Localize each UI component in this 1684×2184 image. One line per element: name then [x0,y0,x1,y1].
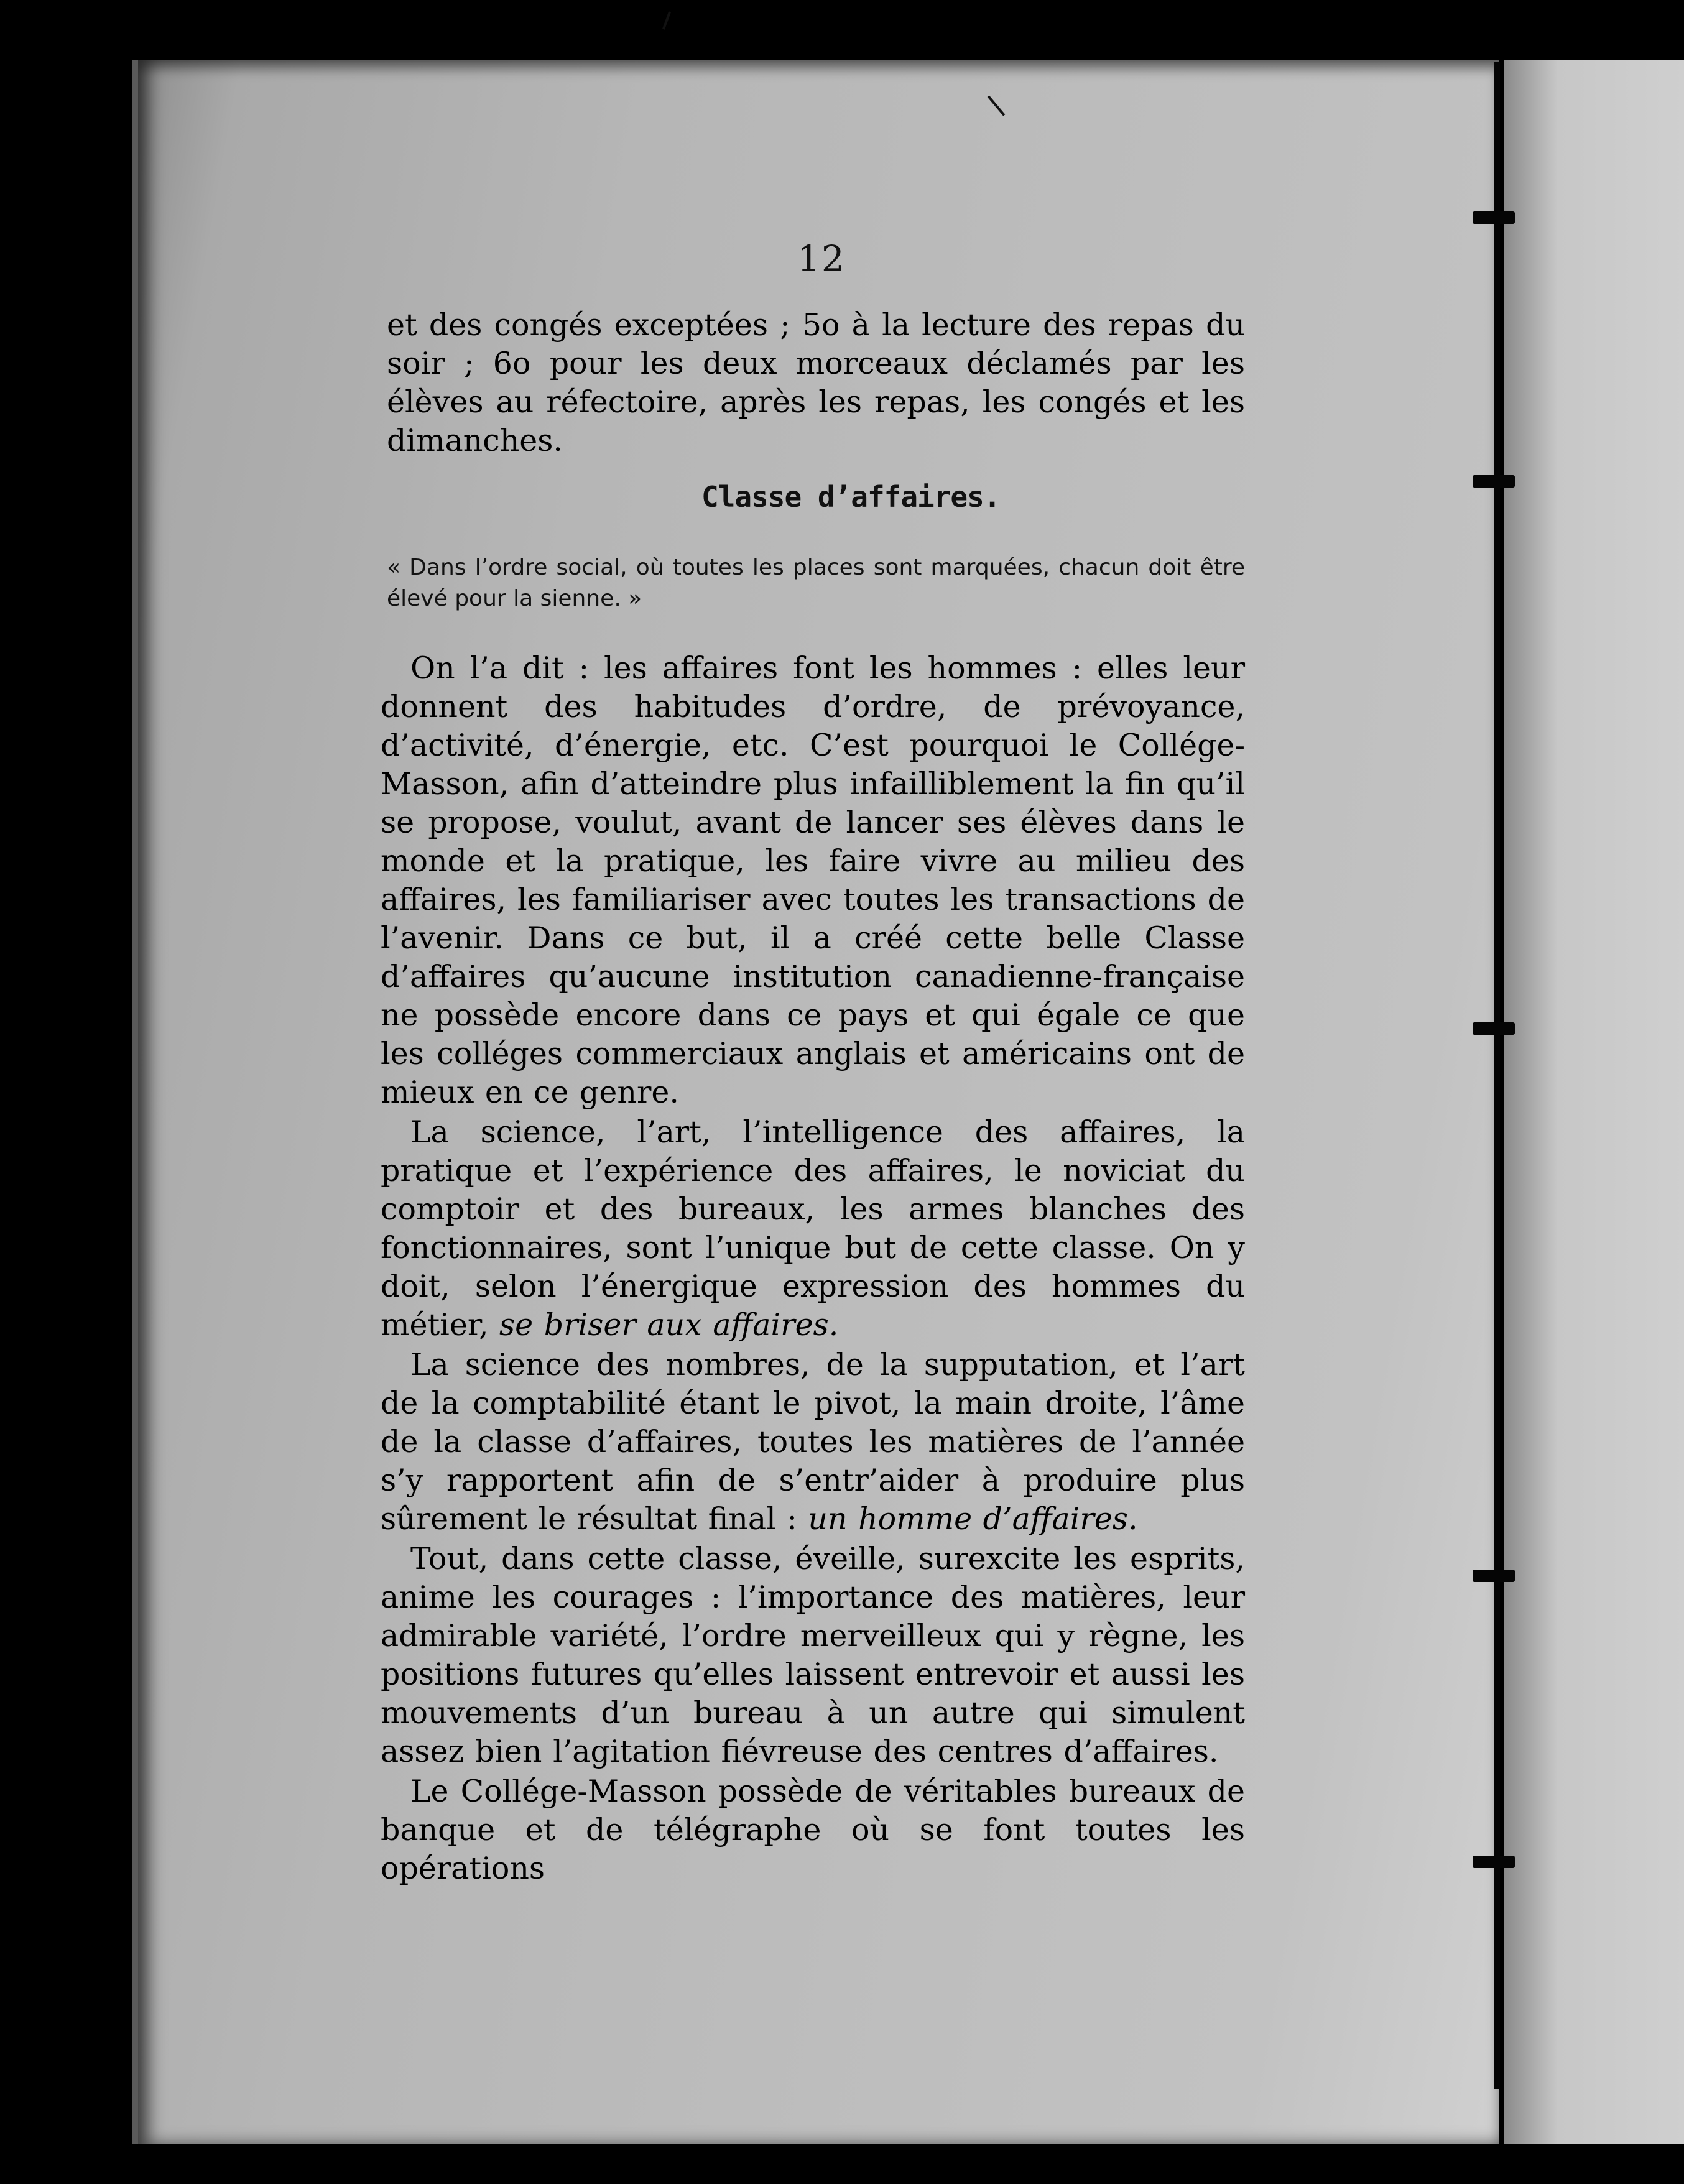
paragraph-3-text: La science des nombres, de la supputation, et l’art de la comptabilité étant le pivot, la main droite, l’âme de la classe d’affaires, toutes les matières de l’année s’y rapportent afin de s’entr’aider à produire plus sûrement le résultat final : [381,1347,1245,1537]
paragraph-2 [381,1113,1245,1344]
paragraph-1: On l’a dit : les affaires font les hommes : elles leur donnent des habitudes d’ordre, de prévoyance, d’activité, d’énergie, etc. C’est pourquoi le Collége-Masson, afin d’atteindre plus infailliblement la fin qu’il se propose, voulut, avant de lancer ses élèves dans le monde et la pratique, les faire vivre au milieu des affaires, les familiariser avec toutes les transactions de l’avenir. Dans ce but, il a créé cette belle Classe d’affaires qu’aucune institution canadienne-française ne possède encore dans ce pays et qui égale ce que les colléges commerciaux anglais et américains ont de mieux en ce genre. [381,650,1245,1110]
binding-stitch [1473,1022,1515,1035]
binding-stitch [1473,1570,1515,1582]
paragraph-3 [381,1346,1245,1539]
epigraph-quote: « Dans l’ordre social, où toutes les places sont marquées, chacun doit être élevé pour la sienne. » [387,555,1245,611]
binding-stitch [1473,1856,1515,1868]
binding-gutter-line [1494,62,1500,2089]
continuation-paragraph: et des congés exceptées ; 5o à la lecture des repas du soir ; 6o pour les deux morceaux déclamés par les élèves au réfectoire, après les repas, les congés et les dimanches. [387,307,1245,458]
facing-page-edge [1504,60,1684,2144]
paragraph-4: Tout, dans cette classe, éveille, surexcite les esprits, anime les courages : l’importance des matières, leur admirable variété, l’ordre merveilleux qui y règne, les positions futures qu’elles laissent entrevoir et aussi les mouvements d’un bureau à un autre qui simulent assez bien l’agitation fiévreuse des centres d’affaires. [381,1541,1245,1769]
section-heading: Classe d’affaires. [701,480,1001,514]
binding-stitch [1473,211,1515,224]
paragraph-3-italic: un homme d’affaires. [808,1501,1138,1537]
body-text [381,649,1245,1889]
paragraph-2-italic: se briser aux affaires. [499,1307,839,1343]
binding-stitch [1473,475,1515,488]
paragraph-5: Le Collége-Masson possède de véritables bureaux de banque et de télégraphe où se font toutes les opérations [381,1774,1245,1886]
page-number: 12 [797,238,846,280]
paragraph-2-text: La science, l’art, l’intelligence des affaires, la pratique et l’expérience des affaires, le noviciat du comptoir et des bureaux, les armes blanches des fonctionnaires, sont l’unique but de cette classe. On y doit, selon l’énergique expression des hommes du métier, [381,1114,1245,1343]
